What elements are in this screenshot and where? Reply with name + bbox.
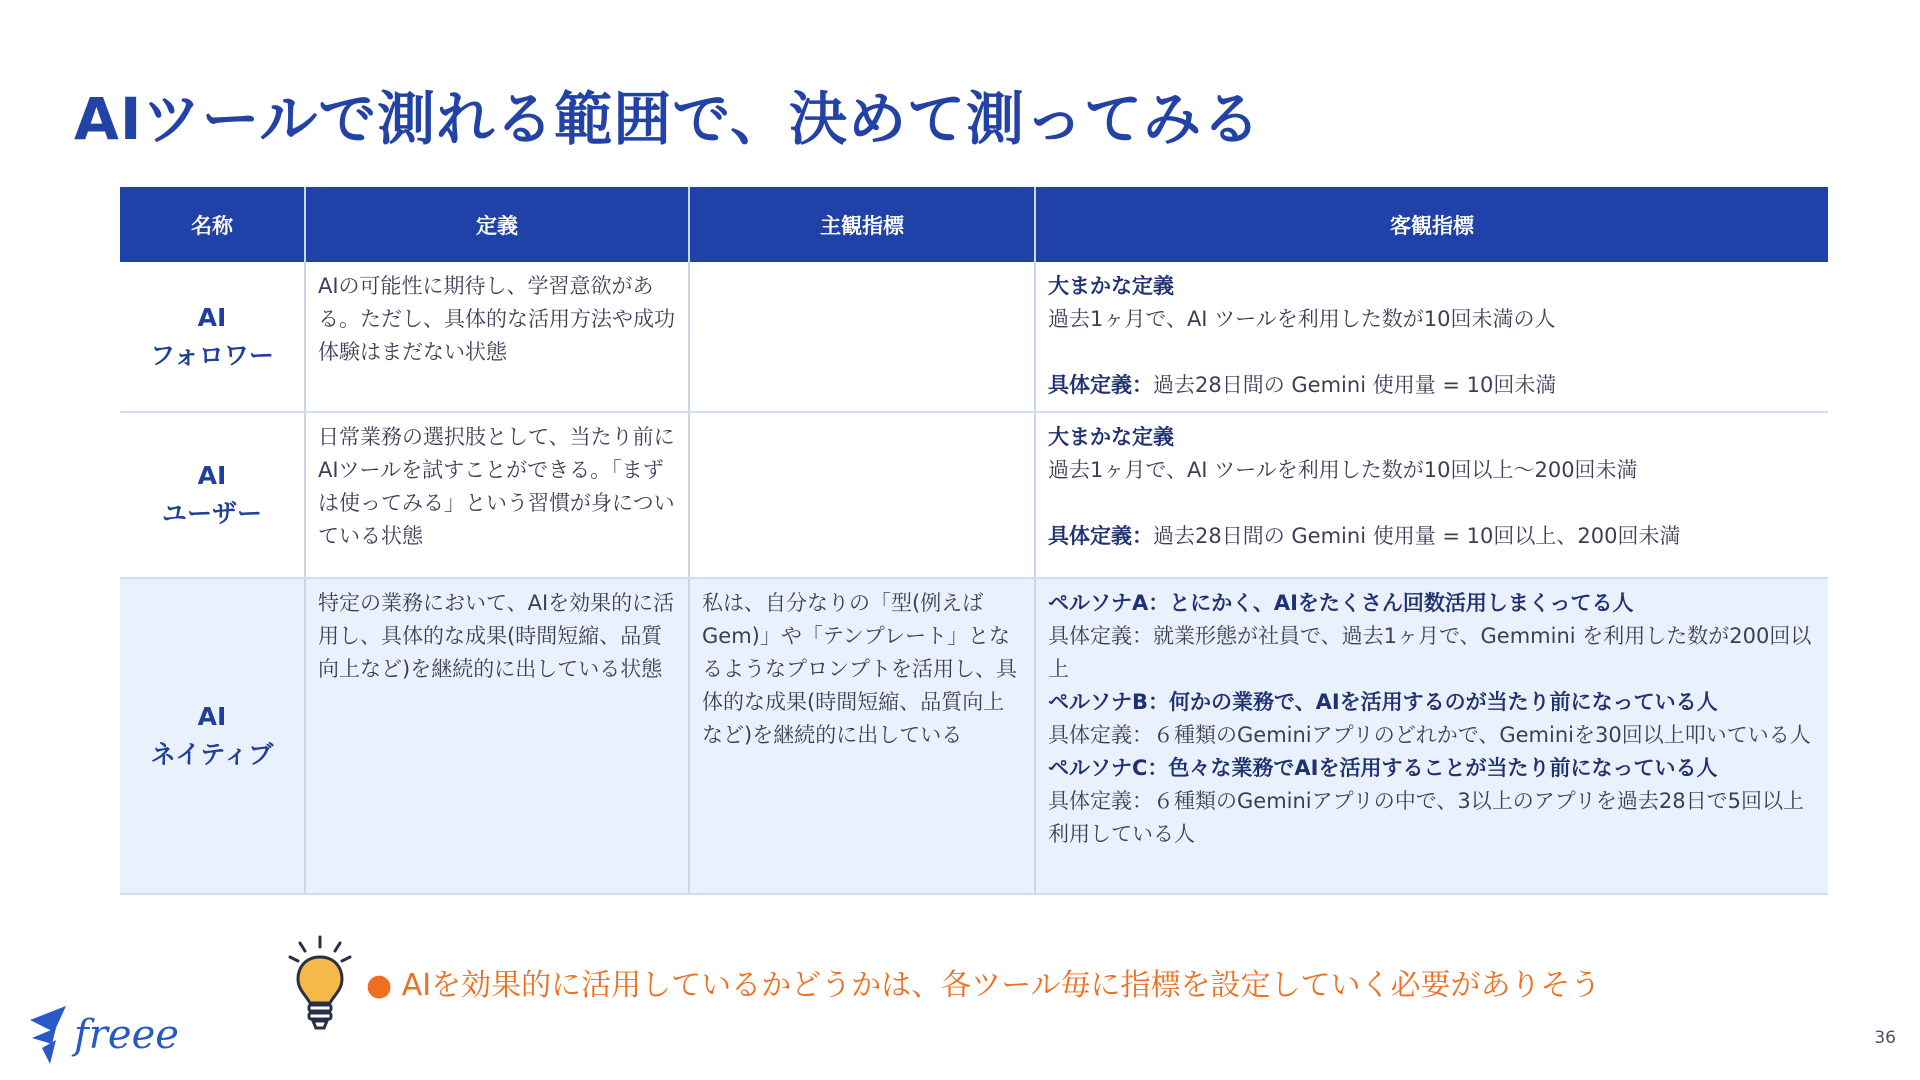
persona-c-text: 具体定義：６種類のGeminiアプリの中で、3以上のアプリを過去28日で5回以上利用している人 [1048, 789, 1804, 846]
lightbulb-icon [288, 935, 352, 1035]
header-name: 名称 [120, 187, 305, 262]
persona-b-text: 具体定義：６種類のGeminiアプリのどれかで、Geminiを30回以上叩いている人 [1048, 723, 1811, 747]
persona-c-heading: ペルソナC：色々な業務でAIを活用することが当たり前になっている人 [1048, 756, 1718, 780]
subjective-cell [689, 412, 1035, 578]
specific-definition-label: 具体定義： [1048, 373, 1153, 397]
objective-cell [1035, 578, 1828, 894]
row-name-prefix: AI [197, 461, 227, 490]
table-row-ai-native [120, 578, 1828, 894]
freee-logo [26, 998, 196, 1070]
rough-definition-text: 過去1ヶ月で、AI ツールを利用した数が10回以上〜200回未満 [1048, 458, 1638, 482]
insight-note: ● AIを効果的に活用しているかどうかは、各ツール毎に指標を設定していく必要がありそう [366, 968, 1601, 1003]
specific-definition-text: 過去28日間の Gemini 使用量 = 10回未満 [1153, 373, 1557, 397]
row-name-cell [120, 578, 305, 894]
definition-cell: AIの可能性に期待し、学習意欲がある。ただし、具体的な活用方法や成功体験はまだない状態 [305, 262, 689, 412]
objective-cell [1035, 412, 1828, 578]
row-name-label: ユーザー [161, 499, 262, 528]
rough-definition-heading: 大まかな定義 [1048, 425, 1174, 449]
row-name-label: フォロワー [150, 340, 274, 370]
definition-cell: 日常業務の選択肢として、当たり前にAIツールを試すことができる。「まずは使ってみる」という習慣が身についている状態 [305, 412, 689, 578]
subjective-cell [689, 262, 1035, 412]
subjective-cell: 私は、自分なりの「型(例えばGem)」や「テンプレート」となるようなプロンプトを活用し、具体的な成果(時間短縮、品質向上など)を継続的に出している [689, 578, 1035, 894]
rough-definition-heading: 大まかな定義 [1048, 274, 1174, 298]
table-header-row [120, 187, 1828, 262]
page-title: AIツールで測れる範囲で、決めて測ってみる [74, 85, 1262, 153]
table-row-ai-user [120, 412, 1828, 578]
persona-b-heading: ペルソナB：何かの業務で、AIを活用するのが当たり前になっている人 [1048, 690, 1718, 714]
definition-cell: 特定の業務において、AIを効果的に活用し、具体的な成果(時間短縮、品質向上など)を継続的に出している状態 [305, 578, 689, 894]
header-definition: 定義 [305, 187, 689, 262]
definition-table [120, 187, 1828, 895]
header-objective: 客観指標 [1035, 187, 1828, 262]
persona-a-text: 具体定義：就業形態が社員で、過去1ヶ月で、Gemmini を利用した数が200回以上 [1048, 624, 1812, 681]
page-number: 36 [1874, 1028, 1896, 1048]
rough-definition-text: 過去1ヶ月で、AI ツールを利用した数が10回未満の人 [1048, 307, 1556, 331]
row-name-prefix: AI [197, 302, 227, 332]
header-subjective: 主観指標 [689, 187, 1035, 262]
row-name-cell [120, 262, 305, 412]
row-name-cell [120, 412, 305, 578]
objective-cell [1035, 262, 1828, 412]
specific-definition-text: 過去28日間の Gemini 使用量 = 10回以上、200回未満 [1153, 524, 1681, 548]
row-name-prefix: AI [197, 702, 227, 731]
persona-a-heading: ペルソナA：とにかく、AIをたくさん回数活用しまくってる人 [1048, 591, 1634, 615]
row-name-label: ネイティブ [150, 740, 274, 769]
logo-text: freee [74, 1012, 179, 1058]
specific-definition-label: 具体定義： [1048, 524, 1153, 548]
table-row-ai-follower [120, 262, 1828, 412]
specific-definition-line [1048, 369, 1816, 402]
specific-definition-line [1048, 520, 1816, 553]
